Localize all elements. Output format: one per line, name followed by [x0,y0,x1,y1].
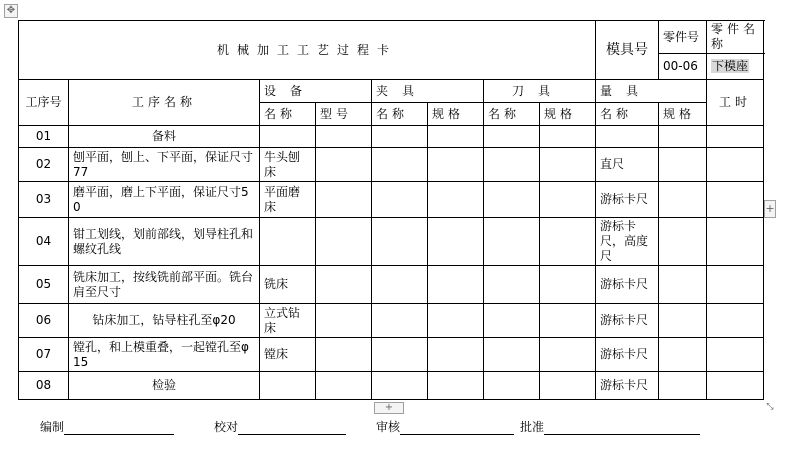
equip-name: 铣床 [260,266,316,304]
step-process: 钻床加工，钻导柱孔至φ20 [69,304,260,338]
step-process: 铣床加工，按线铣前部平面。铣台肩至尺寸 [69,266,260,304]
part-name-value: 下模座 [712,59,749,73]
gauge-name: 游标卡尺 [596,182,659,218]
part-name-label: 零件名称 [707,21,764,54]
step-no: 06 [19,304,69,338]
step-process: 钳工划线，划前部线，划导柱孔和螺纹孔线 [69,218,260,266]
col-time: 工时 [707,80,764,126]
col-tool-spec: 规格 [540,103,596,126]
col-gauge-spec: 规格 [659,103,707,126]
col-equip-model: 型号 [316,103,372,126]
table-row [19,372,764,400]
table-resize-handle[interactable]: ⤡ [766,402,774,412]
equip-name: 牛头刨床 [260,148,316,182]
step-no: 01 [19,126,69,148]
step-no: 02 [19,148,69,182]
col-tool-name: 名称 [484,103,540,126]
equip-name [260,372,316,400]
table-row [19,266,764,304]
table-row [19,148,764,182]
step-process: 检验 [69,372,260,400]
gauge-name: 直尺 [596,148,659,182]
table-row [19,126,764,148]
col-fixture-name: 名称 [372,103,428,126]
compiled-signature-line[interactable] [64,422,174,435]
gauge-name: 游标卡尺 [596,266,659,304]
part-no-value: 00-06 [659,54,707,80]
equip-name: 立式钻床 [260,304,316,338]
checked-label: 校对 [214,420,239,434]
reviewed-label: 审核 [376,420,401,434]
step-no: 08 [19,372,69,400]
equip-name: 镗床 [260,338,316,372]
step-no: 03 [19,182,69,218]
gauge-name: 游标卡尺 [596,304,659,338]
mold-no-label: 模具号 [596,21,659,80]
table-move-handle[interactable]: ✥ [4,4,18,18]
equip-name [260,218,316,266]
part-no-label: 零件号 [659,21,707,54]
approved-label: 批准 [520,420,545,434]
compiled-label: 编制 [40,420,65,434]
add-row-button[interactable]: + [374,402,404,414]
gauge-name: 游标卡尺，高度尺 [596,218,659,266]
col-gauge-name: 名称 [596,103,659,126]
step-process: 备料 [69,126,260,148]
process-card-table [18,20,764,400]
col-tool: 刀具 [484,80,596,103]
checked-signature-line[interactable] [238,422,346,435]
table-row [19,182,764,218]
card-title: 机械加工工艺过程卡 [19,21,596,80]
step-no: 07 [19,338,69,372]
equip-name [260,126,316,148]
step-no: 04 [19,218,69,266]
gauge-name [596,126,659,148]
col-fixture: 夹具 [372,80,484,103]
add-column-button[interactable]: + [764,200,776,218]
col-step-name: 工序名称 [69,80,260,126]
col-equip-name: 名称 [260,103,316,126]
step-process: 镗孔，和上模重叠，一起镗孔至φ15 [69,338,260,372]
step-no: 05 [19,266,69,304]
gauge-name: 游标卡尺 [596,372,659,400]
col-step-no: 工序号 [19,80,69,126]
reviewed-signature-line[interactable] [400,422,514,435]
step-process: 磨平面，磨上下平面，保证尺寸50 [69,182,260,218]
col-gauge: 量具 [596,80,707,103]
equip-name: 平面磨床 [260,182,316,218]
table-row [19,218,764,266]
approved-signature-line[interactable] [544,422,700,435]
col-fixture-spec: 规格 [428,103,484,126]
step-process: 刨平面，刨上、下平面，保证尺寸77 [69,148,260,182]
col-equipment: 设备 [260,80,372,103]
signature-footer [40,418,740,436]
table-row [19,304,764,338]
table-row [19,338,764,372]
gauge-name: 游标卡尺 [596,338,659,372]
